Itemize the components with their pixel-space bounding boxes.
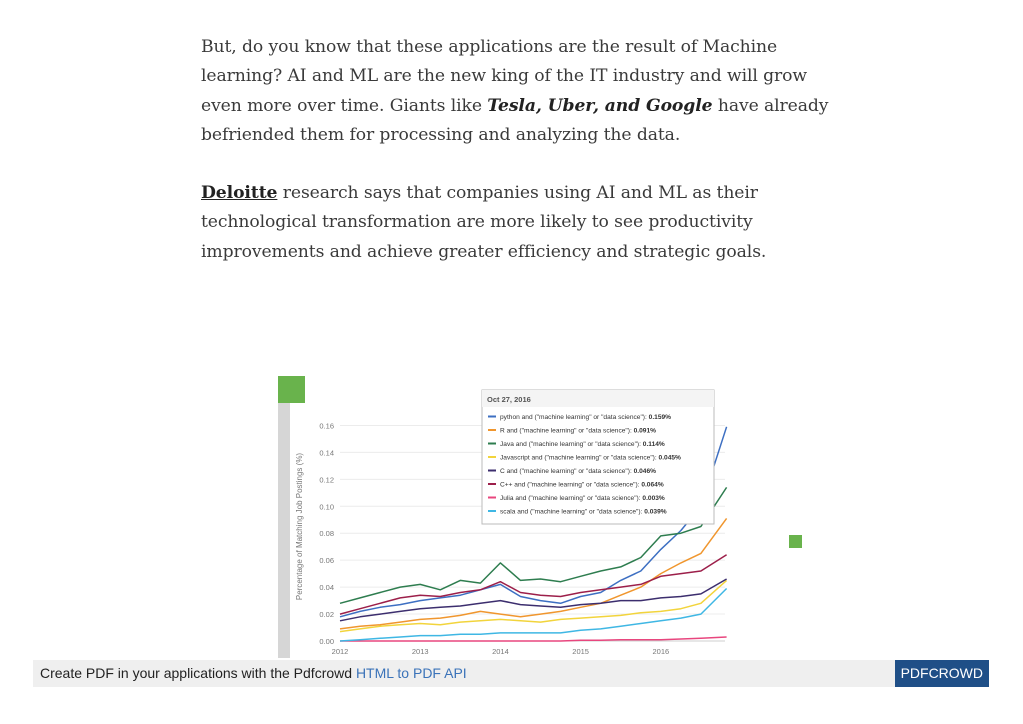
x-tick-label: 2016 — [652, 647, 670, 656]
job-postings-chart — [278, 376, 730, 658]
footer-prefix: Create PDF in your applications with the Pdfcrowd — [40, 665, 356, 681]
y-tick-label: 0.12 — [319, 475, 334, 485]
tooltip-entry-label: Java and ("machine learning" or "data science"): — [500, 441, 643, 448]
tooltip-date: Oct 27, 2016 — [487, 395, 531, 404]
green-square-marker — [789, 535, 802, 548]
tooltip-entry-label: C and ("machine learning" or "data science"): — [500, 468, 634, 475]
tooltip-entry — [500, 482, 664, 489]
tooltip-entry-value: 0.039% — [644, 508, 667, 516]
tooltip-entry — [500, 441, 665, 448]
deloitte-link[interactable]: Deloitte — [201, 183, 278, 204]
x-tick-label: 2013 — [411, 647, 429, 656]
y-tick-label: 0.08 — [319, 529, 334, 539]
tooltip-entry — [500, 455, 681, 462]
tooltip-entry-label: scala and ("machine learning" or "data science"): — [500, 508, 645, 516]
tooltip-entry — [500, 495, 665, 502]
tooltip-entry-label: R and ("machine learning" or "data science"): — [500, 427, 634, 435]
tooltip-entry-value: 0.045% — [658, 454, 681, 462]
para1-text-end: have already befriended them for processing and analyzing the data. — [201, 95, 829, 145]
tooltip-entry-value: 0.003% — [642, 495, 665, 502]
y-tick-label: 0.14 — [319, 448, 334, 458]
y-tick-label: 0.06 — [319, 556, 334, 566]
para1-text-start: But, do you know that these applications are the result of Machine learning? AI and ML are the new king of the IT industry and will grow even more over time. Giants like — [201, 37, 808, 116]
tooltip-entry-value: 0.159% — [648, 414, 672, 421]
footer-text — [40, 665, 467, 681]
tooltip-entry-value: 0.091% — [633, 427, 656, 435]
tooltip-entry-value: 0.064% — [641, 481, 664, 489]
tooltip-entry-label: Julia and ("machine learning" or "data science"): — [500, 495, 643, 502]
x-tick-label: 2012 — [331, 647, 349, 656]
x-tick-label: 2014 — [492, 647, 509, 656]
para2-text: research says that companies using AI and ML as their technological transformation are more likely to see productivity improvements and achieve greater efficiency and strategic goals. — [201, 183, 767, 262]
article-body — [201, 33, 831, 267]
tooltip-entry-label: python and ("machine learning" or "data science"): — [500, 414, 649, 421]
companies-emphasis: Tesla, Uber, and Google — [487, 95, 713, 116]
chart-figure — [278, 376, 730, 658]
tooltip-entry-label: C++ and ("machine learning" or "data science"): — [500, 481, 642, 489]
tooltip-entry-value: 0.046% — [633, 468, 656, 475]
paragraph-ml-applications — [201, 33, 831, 150]
y-tick-label: 0.02 — [319, 610, 334, 620]
pdfcrowd-footer — [33, 660, 989, 687]
y-tick-label: 0.16 — [319, 421, 334, 431]
tooltip-entry-value: 0.114% — [642, 441, 665, 448]
html-to-pdf-api-link[interactable]: HTML to PDF API — [355, 665, 467, 681]
pdfcrowd-brand-button[interactable]: PDFCROWD — [895, 660, 989, 687]
y-tick-label: 0.04 — [319, 583, 334, 593]
paragraph-deloitte-research — [201, 179, 831, 267]
y-axis-label: Percentage of Matching Job Postings (%) — [295, 452, 304, 601]
tooltip-entry — [500, 414, 671, 421]
tooltip-entry — [500, 428, 656, 435]
y-tick-label: 0.10 — [319, 502, 334, 512]
x-tick-label: 2015 — [572, 647, 589, 656]
tooltip-entry — [500, 509, 667, 516]
tooltip-entry-label: Javascript and ("machine learning" or "data science"): — [500, 454, 659, 462]
tooltip-entry — [500, 468, 656, 475]
y-tick-label: 0.00 — [319, 637, 334, 646]
